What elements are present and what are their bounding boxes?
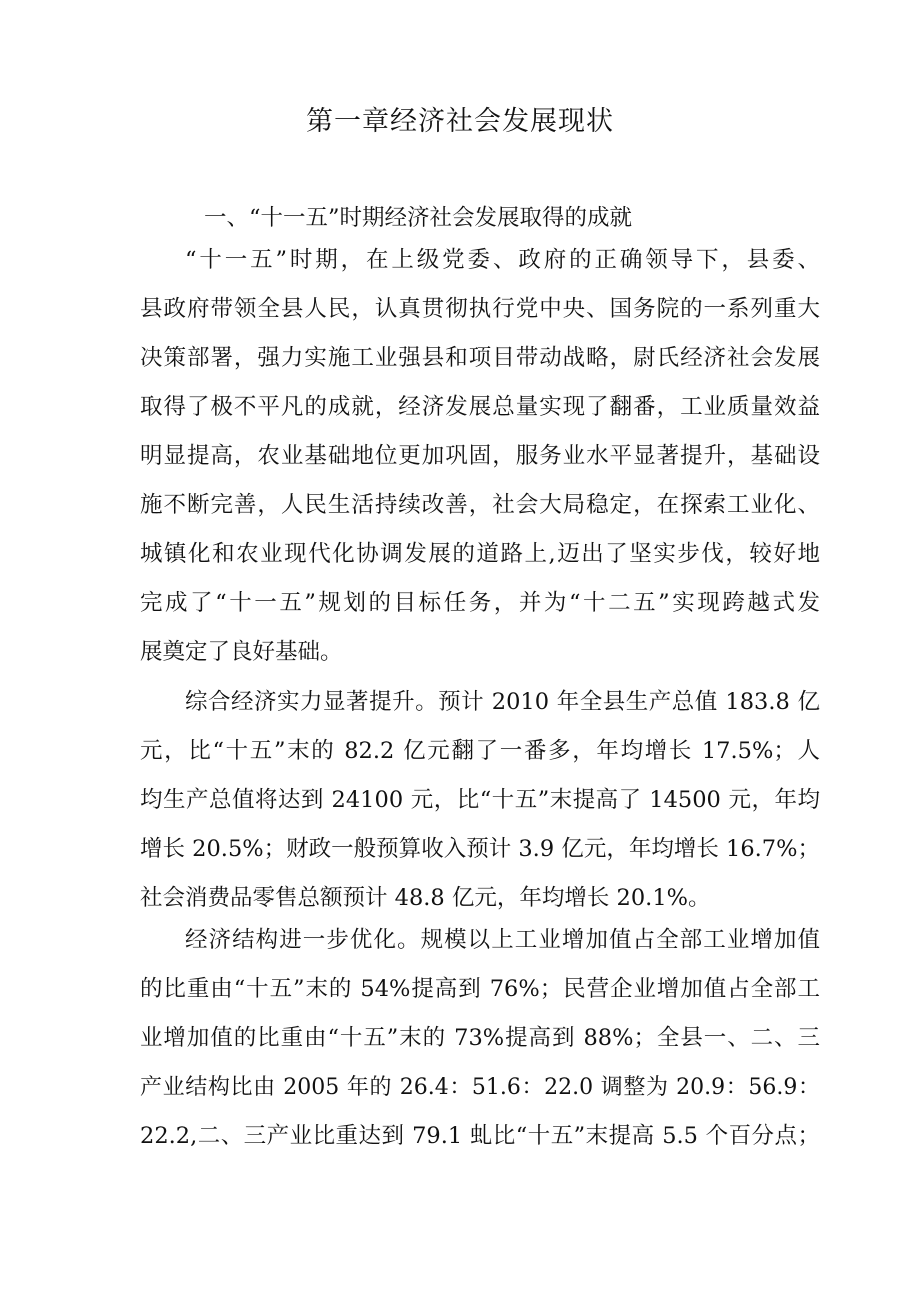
paragraph-line: 22.2,二、三产业比重达到 79.1 虬比“十五”末提高 5.5 个百分点； bbox=[140, 1123, 820, 1149]
paragraph-line: 均生产总值将达到 24100 元，比“十五”末提高了 14500 元，年均 bbox=[140, 787, 820, 813]
paragraph-line: 决策部署，强力实施工业强县和项目带动战略，尉氏经济社会发展 bbox=[140, 345, 820, 371]
paragraph-line: 取得了极不平凡的成就，经济发展总量实现了翻番，工业质量效益 bbox=[140, 394, 820, 420]
paragraph-line: 展奠定了良好基础。 bbox=[140, 639, 343, 665]
section-heading: 一、“十一五”时期经济社会发展取得的成就 bbox=[204, 205, 633, 231]
paragraph-line: 业增加值的比重由“十五”末的 73%提高到 88%；全县一、二、三 bbox=[140, 1025, 820, 1051]
paragraph-line: 增长 20.5%；财政一般预算收入预计 3.9 亿元，年均增长 16.7%； bbox=[140, 836, 820, 862]
paragraph-line: “十一五”时期，在上级党委、政府的正确领导下，县委、 bbox=[185, 247, 820, 273]
paragraph-line: 的比重由“十五”末的 54%提高到 76%；民营企业增加值占全部工 bbox=[140, 976, 820, 1002]
paragraph-line: 产业结构比由 2005 年的 26.4：51.6：22.0 调整为 20.9：56.9： bbox=[140, 1075, 820, 1100]
paragraph-line: 经济结构进一步优化。规模以上工业增加值占全部工业增加值 bbox=[185, 927, 820, 953]
paragraph-achievements bbox=[140, 236, 820, 677]
paragraph-line: 完成了“十一五”规划的目标任务，并为“十二五”实现跨越式发 bbox=[140, 590, 820, 616]
chapter-title: 第一章经济社会发展现状 bbox=[306, 106, 614, 137]
paragraph-line: 社会消费品零售总额预计 48.8 亿元，年均增长 20.1%。 bbox=[140, 885, 711, 911]
paragraph-economic-structure bbox=[140, 916, 820, 1161]
paragraph-line: 施不断完善，人民生活持续改善，社会大局稳定，在探索工业化、 bbox=[140, 492, 820, 518]
paragraph-line: 县政府带领全县人民，认真贯彻执行党中央、国务院的一系列重大 bbox=[140, 296, 820, 322]
paragraph-economic-strength bbox=[140, 678, 820, 923]
paragraph-line: 综合经济实力显著提升。预计 2010 年全县生产总值 183.8 亿 bbox=[185, 689, 820, 715]
paragraph-line: 城镇化和农业现代化协调发展的道路上,迈出了坚实步伐，较好地 bbox=[140, 541, 820, 567]
paragraph-line: 元，比“十五”末的 82.2 亿元翻了一番多，年均增长 17.5%；人 bbox=[140, 738, 820, 764]
paragraph-line: 明显提高，农业基础地位更加巩固，服务业水平显著提升，基础设 bbox=[140, 443, 820, 469]
